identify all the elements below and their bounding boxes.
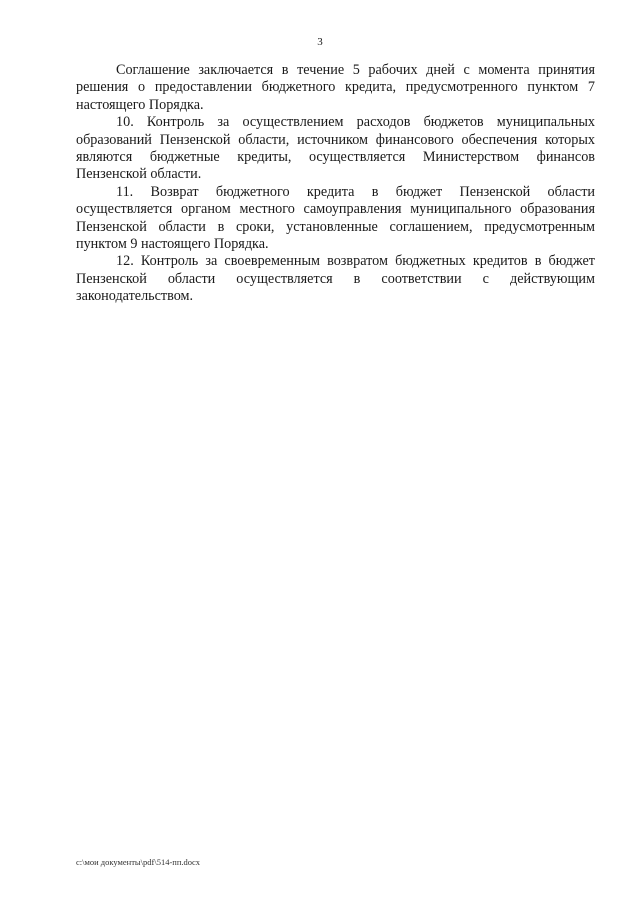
- page-number: 3: [317, 36, 323, 48]
- document-body: [76, 62, 595, 306]
- footer-file-path: c:\мои документы\pdf\514-пп.docx: [76, 857, 201, 867]
- paragraph-11-credit-return: 11. Возврат бюджетного кредита в бюджет Пензенской области осуществляется органом местного самоуправления муниципального образования Пензенской области в сроки, установленные соглашением, предусмотренным пунктом 9 настоящего Порядка.: [76, 183, 595, 253]
- paragraph-10-expense-control: 10. Контроль за осуществлением расходов бюджетов муниципальных образований Пензенской области, источником финансового обеспечения которых являются бюджетные кредиты, осуществляется Министерством финансов Пензенской области.: [76, 114, 595, 183]
- paragraph-agreement-term: Соглашение заключается в течение 5 рабочих дней с момента принятия решения о предоставлении бюджетного кредита, предусмотренного пунктом 7 настоящего Порядка.: [76, 62, 595, 113]
- paragraph-12-return-control: 12. Контроль за своевременным возвратом бюджетных кредитов в бюджет Пензенской области осуществляется в соответствии с действующим законодательством.: [76, 253, 595, 305]
